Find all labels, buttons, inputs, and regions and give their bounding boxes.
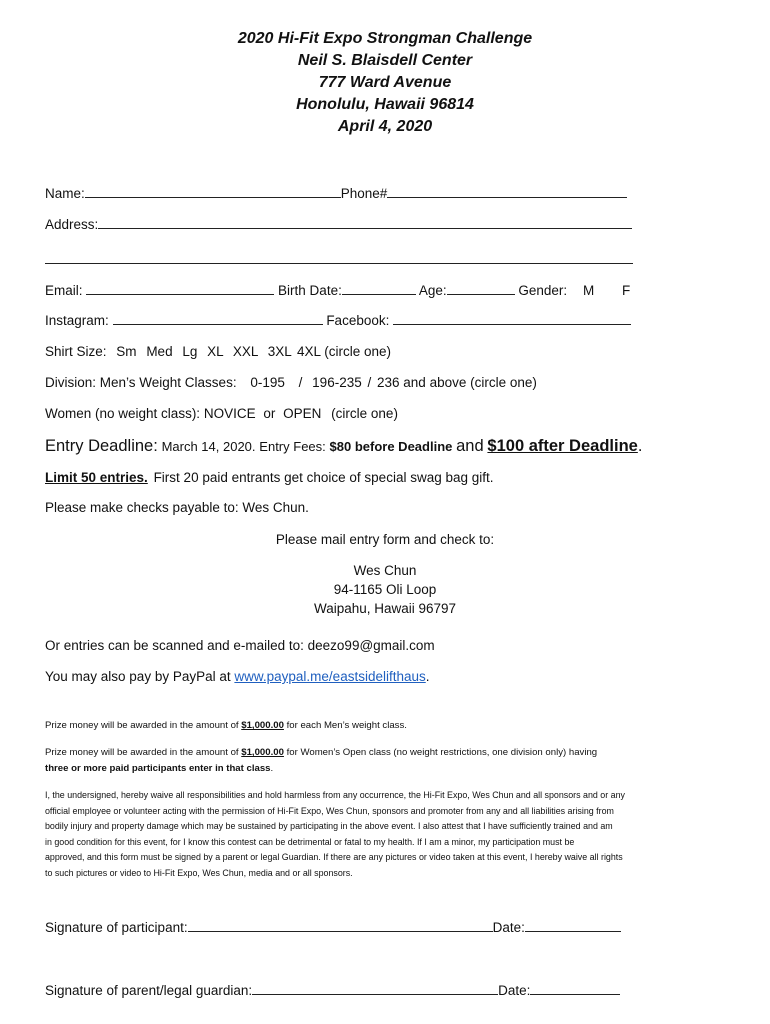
waiver-line: official employee or volunteer acting with the permission of Hi-Fit Expo, Wes Chun, sponsors and promoter from any and all liabilities arising from (45, 805, 614, 816)
prize-men-text: Prize money will be awarded in the amount of (45, 720, 239, 731)
waiver-line: in good condition for this event, for I know this contest can be detrimental or fatal to my health. If I am a minor, my participation must be (45, 836, 575, 847)
address-row (45, 216, 632, 234)
division-row (45, 374, 537, 392)
prize-women-condition: three or more paid participants enter in that class (45, 762, 271, 774)
facebook-field[interactable] (393, 312, 631, 325)
email-entries: Or entries can be scanned and e-mailed to: deezo99@gmail.com (45, 638, 435, 653)
event-title: 2020 Hi-Fit Expo Strongman Challenge (237, 30, 533, 47)
shirt-size-label: Shirt Size: (45, 344, 107, 359)
mail-street: 94-1165 Oli Loop (333, 582, 437, 597)
name-phone-row (45, 185, 627, 203)
facebook-label: Facebook: (326, 313, 390, 328)
email-field[interactable] (86, 282, 274, 295)
guardian-signature-label: Signature of parent/legal guardian: (45, 983, 253, 998)
women-option-novice[interactable]: NOVICE (203, 406, 256, 421)
shirt-size-option[interactable]: 3XL (267, 344, 292, 359)
name-field[interactable] (85, 185, 341, 198)
prize-women (45, 745, 735, 776)
waiver-line: to such pictures or video to Hi-Fit Expo, Wes Chun, media and or all sponsors. (45, 867, 353, 878)
prize-women-text: Prize money will be awarded in the amount of (45, 747, 239, 758)
prize-men-class: for each Men’s weight class. (286, 720, 407, 731)
waiver-line: I, the undersigned, hereby waive all responsibilities and hold harmless from any occurrence, the Hi-Fit Expo, Wes Chun and all sponsors and or any (45, 790, 625, 800)
paypal-prefix: You may also pay by PayPal at (45, 669, 231, 684)
waiver-line: approved, and this form must be signed by a parent or legal Guardian. If there are any pictures or video taken at this event, I hereby waive all rights (45, 852, 623, 862)
prize-women-amount: $1,000.00 (241, 747, 284, 758)
participant-signature-label: Signature of participant: (45, 920, 188, 935)
shirt-size-option[interactable]: XXL (232, 344, 258, 359)
prize-women-class: for Women’s Open class (no weight restrictions, one division only) having (286, 747, 598, 758)
gender-option-f[interactable]: F (621, 283, 631, 298)
instagram-field[interactable] (113, 312, 323, 325)
swag-note: First 20 paid entrants get choice of special swag bag gift. (153, 470, 494, 485)
division-label: Division: Men’s Weight Classes: (45, 375, 237, 390)
shirt-size-option[interactable]: Med (146, 344, 173, 359)
checks-payable: Please make checks payable to: Wes Chun. (45, 500, 309, 515)
participant-signature-field[interactable] (188, 919, 493, 932)
shirt-size-option[interactable]: Sm (116, 344, 137, 359)
deadline-label: Entry Deadline: (45, 437, 158, 455)
gender-label: Gender: (518, 283, 568, 298)
address-row-2 (45, 251, 633, 269)
participant-date-label: Date: (492, 920, 525, 935)
fees-label: Entry Fees: (259, 439, 326, 454)
phone-label: Phone# (340, 186, 388, 201)
name-label: Name: (45, 186, 85, 201)
prize-women-period: . (270, 762, 274, 774)
email-row (45, 282, 630, 300)
division-separator: / (298, 375, 303, 390)
email-label: Email: (45, 283, 83, 298)
mail-instructions: Please mail entry form and check to: (275, 532, 495, 547)
paypal-period: . (425, 669, 430, 684)
event-city: Honolulu, Hawaii 96814 (296, 96, 474, 113)
address-field-line-2[interactable] (45, 251, 633, 264)
division-option-236-above[interactable]: 236 and above (circle one) (377, 375, 537, 390)
guardian-signature-field[interactable] (252, 982, 498, 995)
birth-date-label: Birth Date: (278, 283, 342, 298)
division-separator: / (367, 375, 372, 390)
shirt-size-option[interactable]: Lg (182, 344, 198, 359)
guardian-signature-row (45, 982, 620, 1000)
age-field[interactable] (447, 282, 515, 295)
shirt-size-option[interactable]: 4XL (circle one) (297, 344, 392, 359)
age-label: Age: (418, 283, 447, 298)
social-row (45, 312, 631, 330)
deadline-row (45, 435, 642, 458)
prize-men (45, 718, 735, 734)
prize-men-amount: $1,000.00 (241, 720, 284, 731)
phone-field[interactable] (387, 185, 627, 198)
gender-option-m[interactable]: M (582, 283, 595, 298)
limit-row (45, 469, 494, 487)
mail-name: Wes Chun (353, 563, 417, 578)
fee-period: . (637, 437, 643, 455)
birth-date-field[interactable] (342, 282, 416, 295)
participant-signature-row (45, 919, 621, 937)
waiver-line: bodily injury and property damage which may be sustained by participating in the above event. I also attest that I have sufficiently trained and am (45, 821, 613, 831)
waiver-text (45, 788, 735, 881)
address-field[interactable] (98, 216, 632, 229)
guardian-date-field[interactable] (530, 982, 620, 995)
shirt-size-row (45, 343, 391, 361)
paypal-link[interactable]: www.paypal.me/eastsidelifthaus (234, 669, 426, 684)
participant-date-field[interactable] (525, 919, 621, 932)
event-venue: Neil S. Blaisdell Center (297, 52, 473, 69)
deadline-date: March 14, 2020. (161, 439, 256, 454)
event-date: April 4, 2020 (337, 118, 433, 135)
women-label: Women (no weight class): (45, 406, 201, 421)
address-label: Address: (45, 217, 99, 232)
women-option-open[interactable]: OPEN (283, 406, 322, 421)
guardian-date-label: Date: (498, 983, 531, 998)
limit-entries: Limit 50 entries. (45, 470, 148, 485)
fee-before-deadline: $80 before Deadline (329, 439, 453, 454)
paypal-row (45, 668, 430, 686)
event-street: 777 Ward Avenue (318, 74, 452, 91)
women-note: (circle one) (331, 406, 398, 421)
division-option-196-235[interactable]: 196-235 (312, 375, 362, 390)
division-option-0-195[interactable]: 0-195 (250, 375, 285, 390)
shirt-size-option[interactable]: XL (207, 344, 224, 359)
instagram-label: Instagram: (45, 313, 109, 328)
fee-and: and (456, 437, 484, 455)
fee-after-deadline: $100 after Deadline (487, 437, 638, 455)
women-or: or (263, 406, 276, 421)
mail-city: Waipahu, Hawaii 96797 (313, 601, 457, 616)
women-division-row (45, 405, 398, 423)
